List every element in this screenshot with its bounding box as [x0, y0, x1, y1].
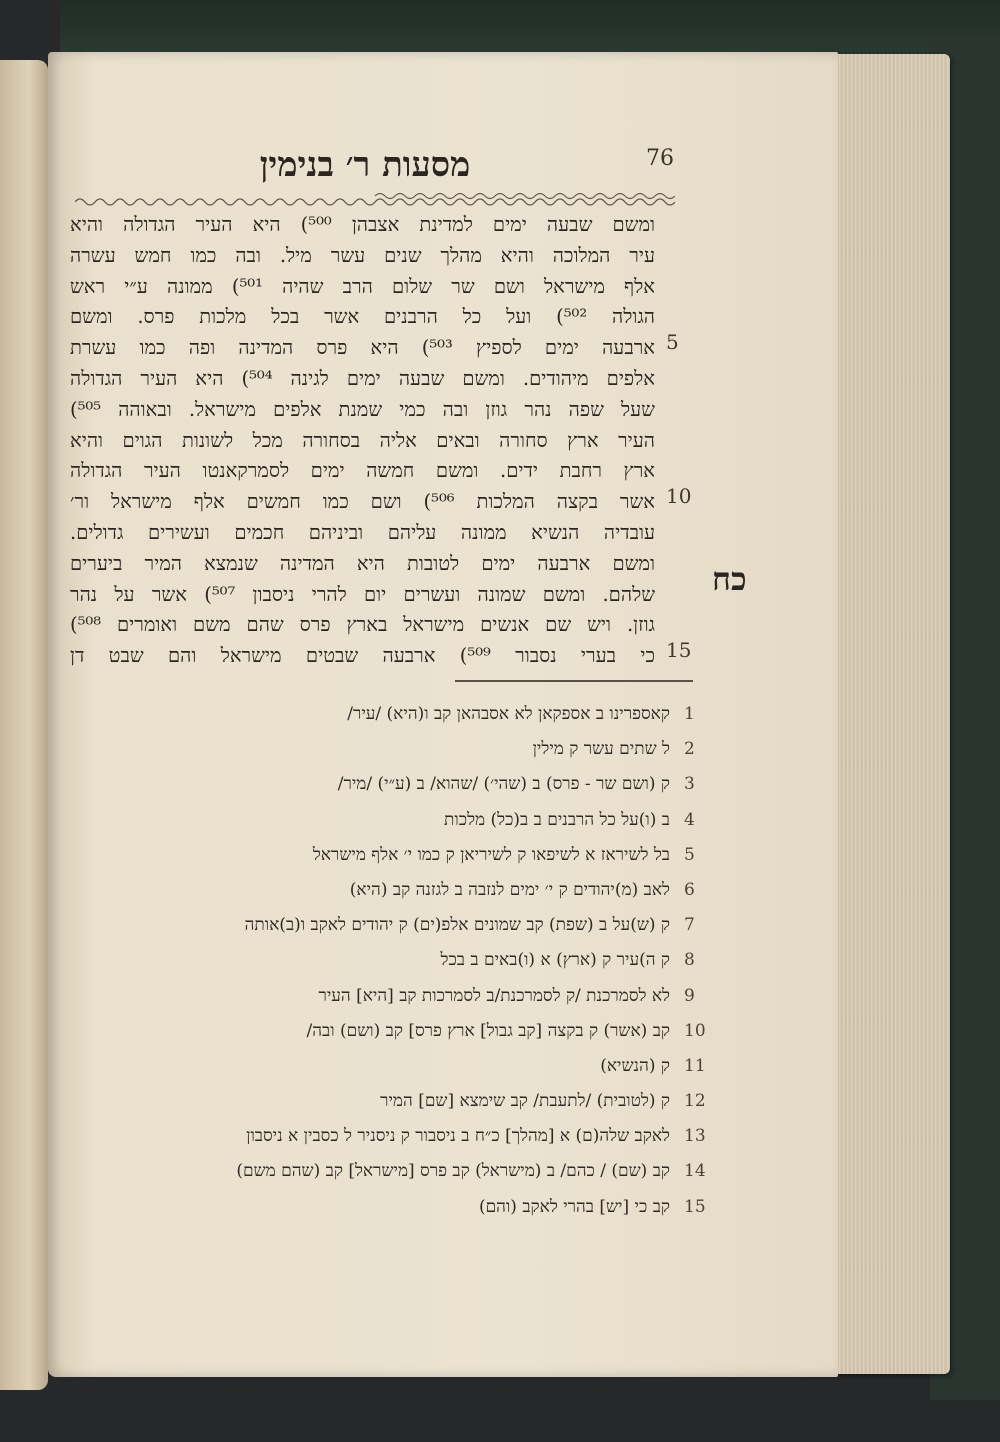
- variant-line-number: 12: [684, 1091, 706, 1112]
- text-line: עובדיה הנשיא ממונה עליהם וביניהם חכמים ועשירים גדולים.: [70, 520, 655, 544]
- variant-reading: לאב (מ)יהודים ק י׳ ימים לנזבה ב לגזנה קב (היא): [349, 879, 670, 900]
- variant-line-number: 6: [684, 879, 695, 900]
- variant-reading: ל שתים עשר ק מילין: [532, 739, 670, 760]
- variant-row: [100, 732, 720, 767]
- text-line: הגולה ⁵⁰²) ועל כל הרבנים אשר בכל מלכות פרס. ומשם: [70, 305, 655, 329]
- variant-reading: ק (ש)על ב (שפת) קב שמונים אלפ(ים) ק יהודים לאקב ו(ב)אותה: [244, 915, 670, 936]
- text-line: שעל שפה נהר גוזן ובה כמי שמנת אלפים מישראל. ובאוהה ⁵⁰⁵): [70, 397, 655, 421]
- variant-row: [100, 979, 720, 1014]
- variant-line-number: 9: [684, 985, 695, 1006]
- variant-reading: ק ה)עיר ק (ארץ) א (ו)באים ב בכל: [440, 950, 670, 971]
- line-marker: 5: [666, 330, 679, 354]
- variant-reading: קב כי [יש] בהרי לאקב (והם): [478, 1196, 670, 1217]
- variant-apparatus: [100, 697, 720, 1225]
- variant-reading: קאספרינו ב אספקאן לא אסבהאן קב ו(היא) /עיר/: [347, 704, 670, 724]
- variant-row: [100, 1119, 720, 1154]
- facing-page-edge: [0, 60, 48, 1390]
- variant-line-number: 3: [684, 774, 695, 795]
- variant-reading: קב (שם) / כהם/ ב (מישראל) קב פרס [מישראל] קב (שהם משם): [236, 1161, 670, 1182]
- main-text-block: [70, 210, 655, 672]
- text-line: אלפים מיהודים. ומשם שבעה ימים לגינה ⁵⁰⁴) היא העיר הגדולה: [70, 366, 655, 390]
- variant-reading: ק (לטובית) /לתעבת/ קב שימצא [שם] המיר: [380, 1091, 670, 1112]
- running-title: מסעות ר׳ בנימין: [259, 145, 471, 185]
- margin-note: כח: [712, 560, 747, 598]
- variant-row: [100, 943, 720, 978]
- variant-reading: ק (ושם שר - פרס) ב (שהי׳) /שהוא/ ב (ע״י) /מיר/: [337, 774, 670, 795]
- line-marker: 15: [666, 638, 692, 662]
- variant-reading: לא לסמרכנת /ק לסמרכנת/ב לסמרכות קב [היא] העיר: [318, 985, 670, 1006]
- variant-line-number: 10: [684, 1020, 706, 1041]
- variant-line-number: 1: [684, 704, 695, 724]
- page-number: 76: [646, 146, 674, 171]
- variant-line-number: 13: [684, 1126, 706, 1147]
- variant-row: [100, 1049, 720, 1084]
- text-line: ומשם שבעה ימים למדינת אצבהן ⁵⁰⁰) היא העיר הגדולה והיא: [70, 213, 655, 236]
- variant-line-number: 2: [684, 739, 695, 760]
- variant-line-number: 15: [684, 1196, 706, 1217]
- text-line: ארבעה ימים לספיץ ⁵⁰³) היא פרס המדינה ופה כמו עשרת: [70, 336, 655, 360]
- variant-row: [100, 1190, 720, 1225]
- variant-row: [100, 908, 720, 943]
- variant-row: [100, 838, 720, 873]
- text-line: עיר המלוכה והיא מהלך שנים עשר מיל. ובה כמו חמש עשרה: [70, 243, 655, 267]
- text-line: ומשם ארבעה ימים לטובות היא המדינה שנמצא המיר ביערים: [70, 551, 655, 575]
- variant-line-number: 4: [684, 809, 695, 830]
- variant-row: [100, 873, 720, 908]
- variant-reading: ב (ו)על כל הרבנים ב ב(כל) מלכות: [444, 809, 670, 830]
- variant-reading: לאקב שלה(ם) א [מהלך] כ״ח ב ניסבור ק ניסניר ל כסבין א ניסבון: [246, 1126, 670, 1147]
- text-line: העיר ארץ סחורה ובאים אליה בסחורה מכל לשונות הגוים והיא: [70, 428, 655, 452]
- text-line: ארץ רחבת ידים. ומשם חמשה ימים לסמרקאנטו העיר הגדולה: [70, 459, 655, 483]
- variant-row: [100, 1014, 720, 1049]
- variant-row: [100, 767, 720, 802]
- variant-line-number: 11: [684, 1055, 706, 1076]
- text-line: אשר בקצה המלכות ⁵⁰⁶) ושם כמו חמשים אלף מישראל ור׳: [70, 490, 655, 514]
- footnote-divider: [455, 680, 693, 682]
- variant-reading: בל לשיראז א לשיפאו ק לשיריאן ק כמו י׳ אלף מישראל: [312, 844, 670, 865]
- variant-row: [100, 803, 720, 838]
- variant-row: [100, 697, 720, 732]
- variant-reading: קב (אשר) ק בקצה [קב גבול] ארץ פרס] קב (ושם) ובה/: [306, 1020, 670, 1041]
- variant-reading: ק (הנשיא): [600, 1055, 670, 1076]
- variant-row: [100, 1084, 720, 1119]
- variant-line-number: 5: [684, 844, 695, 865]
- text-line: שלהם. ומשם שמונה ועשרים יום להרי ניסבון ⁵⁰⁷) אשר על נהר: [70, 582, 655, 606]
- variant-line-number: 8: [684, 950, 695, 971]
- text-line: גוזן. ויש שם אנשים מישראל בארץ פרס שהם משם ואומרים ⁵⁰⁸): [70, 613, 655, 637]
- variant-row: [100, 1154, 720, 1189]
- line-marker: 10: [666, 484, 692, 508]
- variant-line-number: 7: [684, 915, 695, 936]
- book-cover-top: [60, 0, 1000, 60]
- text-line: אלף מישראל ושם שר שלום הרב שהיה ⁵⁰¹) ממונה ע״י ראש: [70, 274, 655, 298]
- variant-line-number: 14: [684, 1161, 706, 1182]
- text-line: כי בערי נסבור ⁵⁰⁹) ארבעה שבטים מישראל והם שבט דן: [70, 644, 655, 668]
